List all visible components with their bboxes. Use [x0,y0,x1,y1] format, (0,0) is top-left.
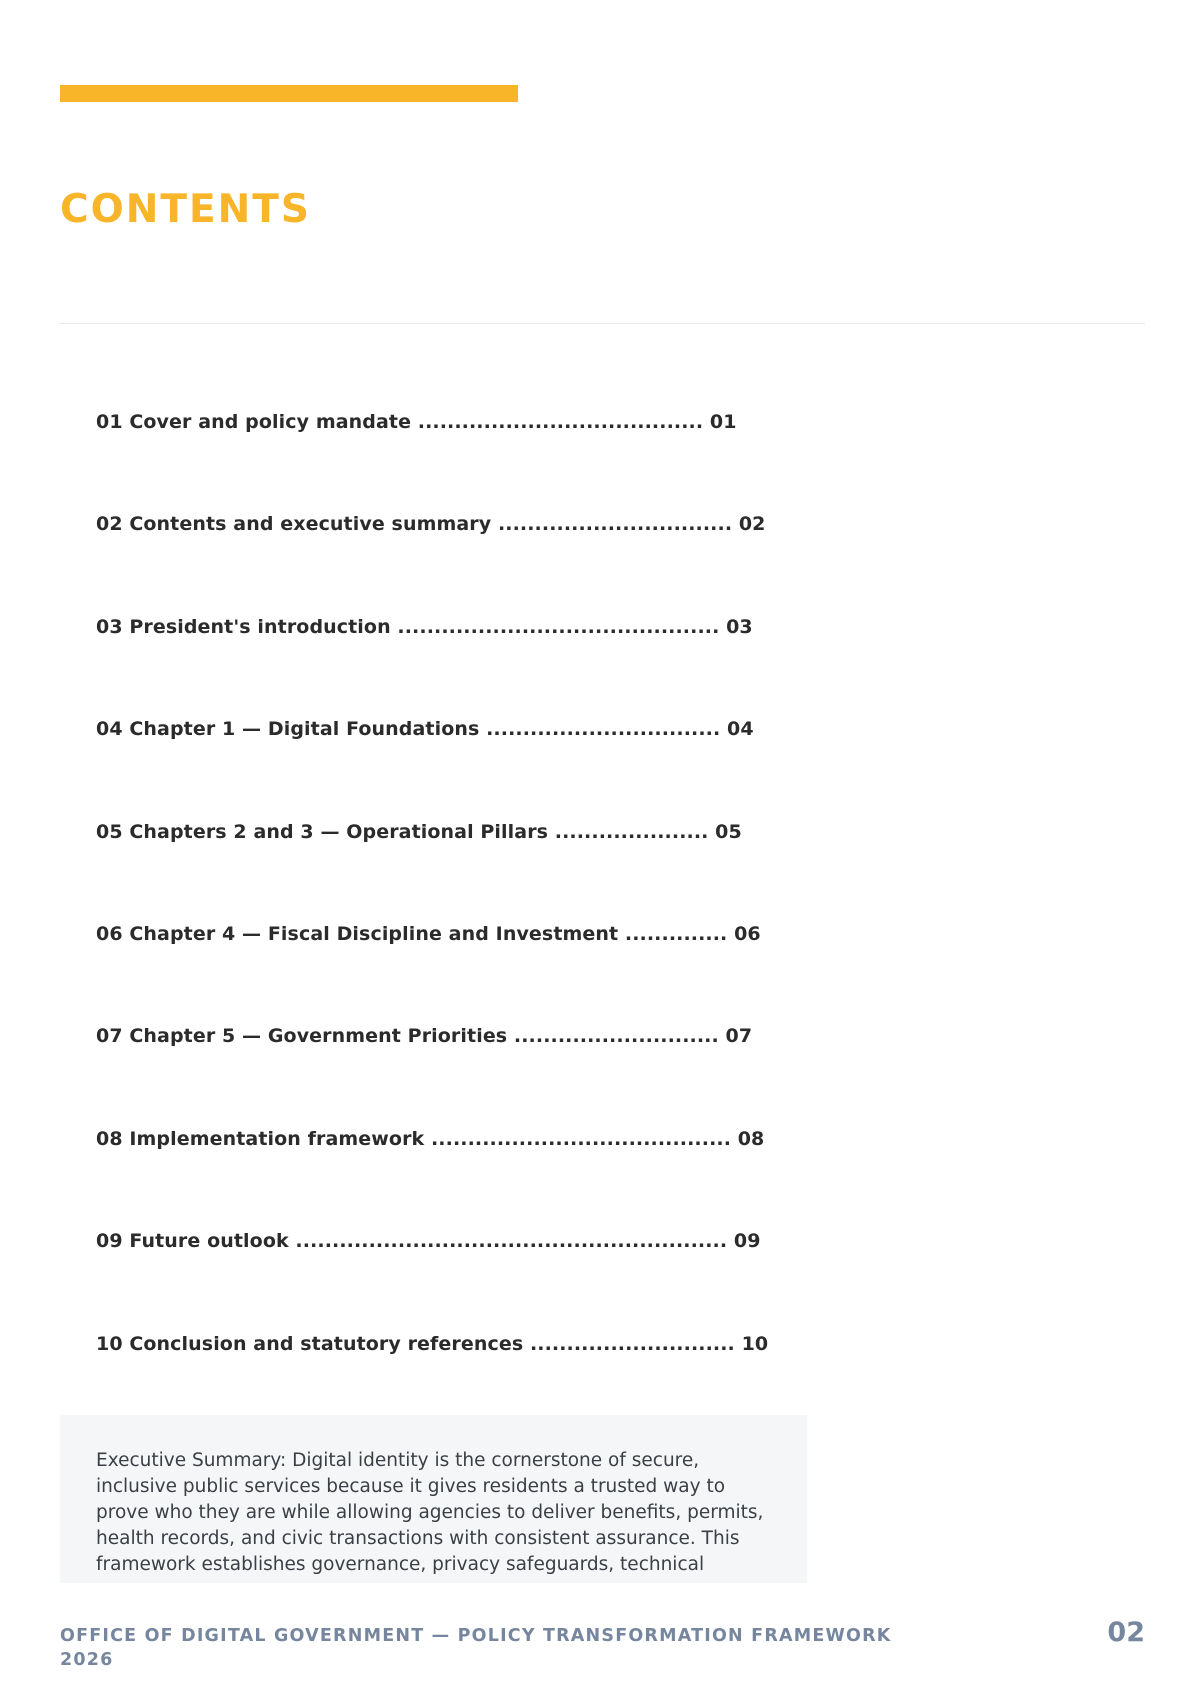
toc-entry-02[interactable]: 02 Contents and executive summary ................................ 02 [96,513,766,536]
toc-entry-07[interactable]: 07 Chapter 5 — Government Priorities ............................ 07 [96,1025,753,1048]
toc-entry-01[interactable]: 01 Cover and policy mandate ....................................... 01 [96,411,737,433]
toc-entry-05[interactable]: 05 Chapters 2 and 3 — Operational Pillars ..................... 05 [96,820,742,843]
accent-bar [60,85,518,102]
toc-entry-03[interactable]: 03 President's introduction ............................................ 03 [96,615,753,638]
table-of-contents [96,396,768,1420]
toc-entry-09[interactable]: 09 Future outlook ........................................................... 09 [96,1230,761,1253]
toc-entry-06[interactable]: 06 Chapter 4 — Fiscal Discipline and Investment .............. 06 [96,922,761,945]
executive-summary-box [60,1415,807,1583]
footer-text: OFFICE OF DIGITAL GOVERNMENT — POLICY TRANSFORMATION FRAMEWORK 2026 [60,1626,892,1670]
executive-summary-text: Executive Summary: Digital identity is the cornerstone of secure, inclusive public services because it gives residents a trusted way to prove who they are while allowing agencies to deliver benefits, permits, health records, and civic transactions with consistent assurance. This framework establishes governance, privacy safeguards, technical [96,1450,764,1575]
toc-entry-10[interactable]: 10 Conclusion and statutory references ............................ 10 [96,1332,769,1355]
page-title: CONTENTS [60,187,311,232]
toc-entry-04[interactable]: 04 Chapter 1 — Digital Foundations ................................ 04 [96,718,754,741]
toc-entry-08[interactable]: 08 Implementation framework ......................................... 08 [96,1127,765,1150]
page-number: 02 [1107,1617,1145,1648]
divider [60,323,1145,324]
